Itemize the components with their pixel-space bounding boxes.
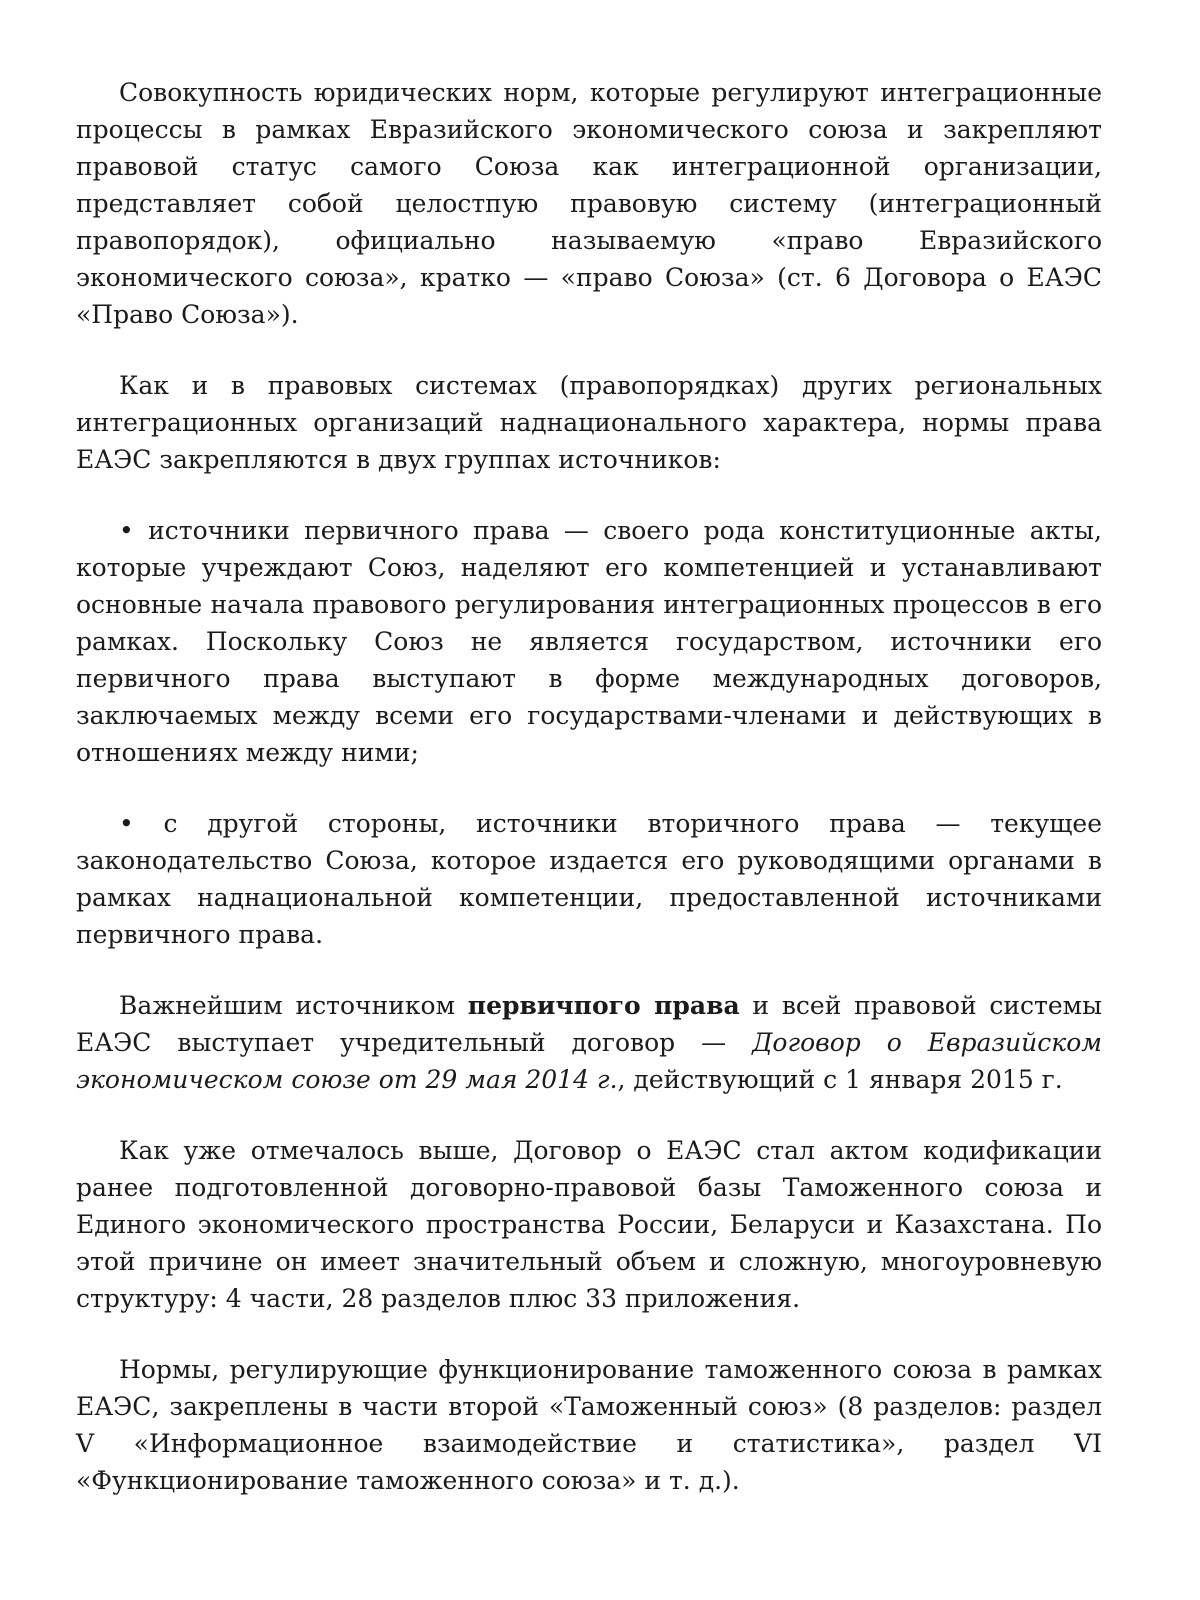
primary-law-emphasis: первичпого права bbox=[467, 991, 740, 1020]
paragraph-customs-union-norms: Нормы, регулирующие функционирование таможенного союза в рамках ЕАЭС, закреплены в части второй «Таможенный союз» (8 разделов: раздел V «Информационное взаимодействие и статистика», раздел VI «Функционирование таможенного союза» и т. д.). bbox=[76, 1355, 1102, 1495]
document-page bbox=[76, 74, 1102, 1499]
treaty-title-italic: Договор о Евразийском экономическом союзе от 29 мая 2014 г. bbox=[76, 1028, 1102, 1094]
paragraph-founding-treaty bbox=[76, 987, 1102, 1098]
founding-treaty-text-2: и всей правовой системы ЕАЭС выступает учредительный договор — bbox=[76, 991, 1102, 1057]
paragraph-eaeu-law-definition: Совокупность юридических норм, которые регулируют интеграционные процессы в рамках Евразийского экономического союза и закрепляют правовой статус самого Союза как интеграционной организации, представляет собой целостпую правовую систему (интеграционный правопорядок), официально называемую «право Евразийского экономического союза», кратко — «право Союза» (ст. 6 Договора о ЕАЭС «Право Союза»). bbox=[76, 78, 1102, 329]
list-item-secondary-law: • с другой стороны, источники вторичного права — текущее законодательство Союза, которое издается его руководящими органами в рамках наднациональной компетенции, предоставленной источниками первичного права. bbox=[76, 809, 1102, 949]
paragraph-codification: Как уже отмечалось выше, Договор о ЕАЭС стал актом кодификации ранее подготовленной договорно-правовой базы Таможенного союза и Единого экономического пространства России, Беларуси и Казахстана. По этой причине он имеет значительный объем и сложную, многоуровневую структуру: 4 части, 28 разделов плюс 33 приложения. bbox=[76, 1136, 1102, 1313]
founding-treaty-text-1: Важнейшим источником bbox=[119, 991, 468, 1020]
founding-treaty-text-3: , действующий с 1 января 2015 г. bbox=[617, 1065, 1063, 1094]
list-item-primary-law: • источники первичного права — своего рода конституционные акты, которые учреждают Союз, наделяют его компетенцией и устанавливают основные начала правового регулирования интеграционных процессов в его рамках. Поскольку Союз не является государством, источники его первичного права выступают в форме международных договоров, заключаемых между всеми его государствами-членами и действующих в отношениях между ними; bbox=[76, 516, 1102, 767]
paragraph-sources-groups: Как и в правовых системах (правопорядках) других региональных интеграционных организаций наднационального характера, нормы права ЕАЭС закрепляются в двух группах источников: bbox=[76, 371, 1102, 474]
